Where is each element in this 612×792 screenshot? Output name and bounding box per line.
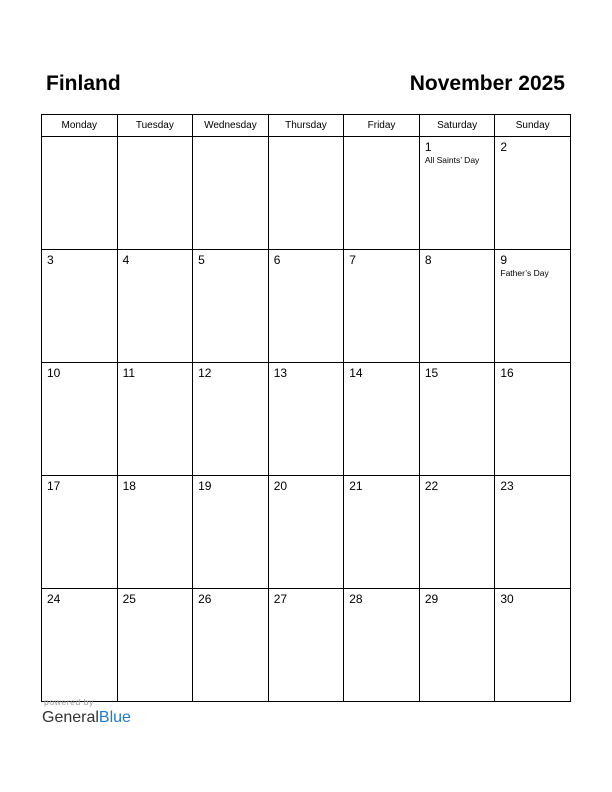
day-number: 17 (47, 479, 61, 493)
calendar-grid (41, 114, 571, 702)
day-number: 23 (500, 479, 514, 493)
day-number: 8 (424, 253, 432, 267)
day-cell (268, 476, 344, 589)
day-cell (193, 476, 269, 589)
day-number: 26 (198, 592, 212, 606)
generalblue-logo (42, 708, 131, 728)
day-cell (42, 589, 118, 702)
weekday-sunday: Sunday (495, 115, 571, 137)
day-number: 16 (500, 366, 514, 380)
day-cell (42, 137, 118, 250)
day-number: 22 (424, 479, 439, 493)
day-number: 28 (349, 592, 363, 606)
day-number: 11 (122, 366, 136, 380)
day-cell (495, 589, 571, 702)
day-cell (193, 589, 269, 702)
day-cell (117, 363, 193, 476)
day-cell (42, 250, 118, 363)
day-cell (193, 363, 269, 476)
day-number: 12 (198, 366, 212, 380)
day-number: 29 (424, 592, 439, 606)
day-number: 27 (273, 592, 288, 606)
weekday-row (42, 115, 571, 137)
day-cell (117, 589, 193, 702)
weekday-friday: Friday (344, 115, 420, 137)
day-number: 2 (500, 140, 508, 154)
week-row (42, 589, 571, 702)
day-cell (117, 137, 193, 250)
day-number: 21 (349, 479, 363, 493)
day-number: 7 (349, 253, 356, 267)
day-number: 3 (47, 253, 54, 267)
country-title: Finland (46, 72, 121, 95)
day-number: 5 (198, 253, 205, 267)
powered-by-text: powered by (44, 697, 94, 707)
day-cell (193, 137, 269, 250)
brand-general-text: General (42, 709, 99, 726)
day-cell (344, 476, 420, 589)
day-cell (42, 363, 118, 476)
week-row (42, 363, 571, 476)
day-cell (344, 589, 420, 702)
day-cell (419, 137, 495, 250)
day-number: 6 (273, 253, 281, 267)
brand-blue-text: Blue (98, 709, 131, 726)
day-cell (42, 476, 118, 589)
day-cell (419, 250, 495, 363)
day-number: 30 (500, 592, 514, 606)
day-number: 10 (47, 366, 61, 380)
month-title: November 2025 (409, 72, 565, 95)
weekday-wednesday: Wednesday (193, 115, 269, 137)
day-cell (344, 363, 420, 476)
week-row (42, 476, 571, 589)
day-number: 14 (349, 366, 363, 380)
week-row (42, 137, 571, 250)
day-number: 25 (122, 592, 136, 606)
weekday-saturday: Saturday (419, 115, 495, 137)
holiday-label: Father’s Day (500, 268, 549, 278)
day-number: 1 (424, 140, 432, 154)
day-number: 15 (424, 366, 439, 380)
day-number: 13 (273, 366, 288, 380)
day-cell (268, 137, 344, 250)
weekday-monday: Monday (42, 115, 118, 137)
holiday-label: All Saints’ Day (424, 155, 480, 165)
day-cell (495, 363, 571, 476)
day-cell (344, 250, 420, 363)
day-cell (117, 250, 193, 363)
day-cell (268, 589, 344, 702)
weekday-header (42, 115, 571, 137)
day-number: 9 (500, 253, 508, 267)
day-cell (495, 250, 571, 363)
day-cell (495, 137, 571, 250)
day-cell (419, 363, 495, 476)
weekday-thursday: Thursday (268, 115, 344, 137)
day-cell (268, 363, 344, 476)
day-number: 4 (122, 253, 130, 267)
day-number: 24 (47, 592, 61, 606)
calendar-weeks (42, 137, 571, 702)
day-cell (419, 589, 495, 702)
weekday-tuesday: Tuesday (117, 115, 193, 137)
day-number: 18 (122, 479, 136, 493)
week-row (42, 250, 571, 363)
day-cell (117, 476, 193, 589)
day-cell (268, 250, 344, 363)
day-cell (495, 476, 571, 589)
day-number: 20 (273, 479, 288, 493)
day-cell (344, 137, 420, 250)
day-number: 19 (198, 479, 212, 493)
day-cell (419, 476, 495, 589)
day-cell (193, 250, 269, 363)
